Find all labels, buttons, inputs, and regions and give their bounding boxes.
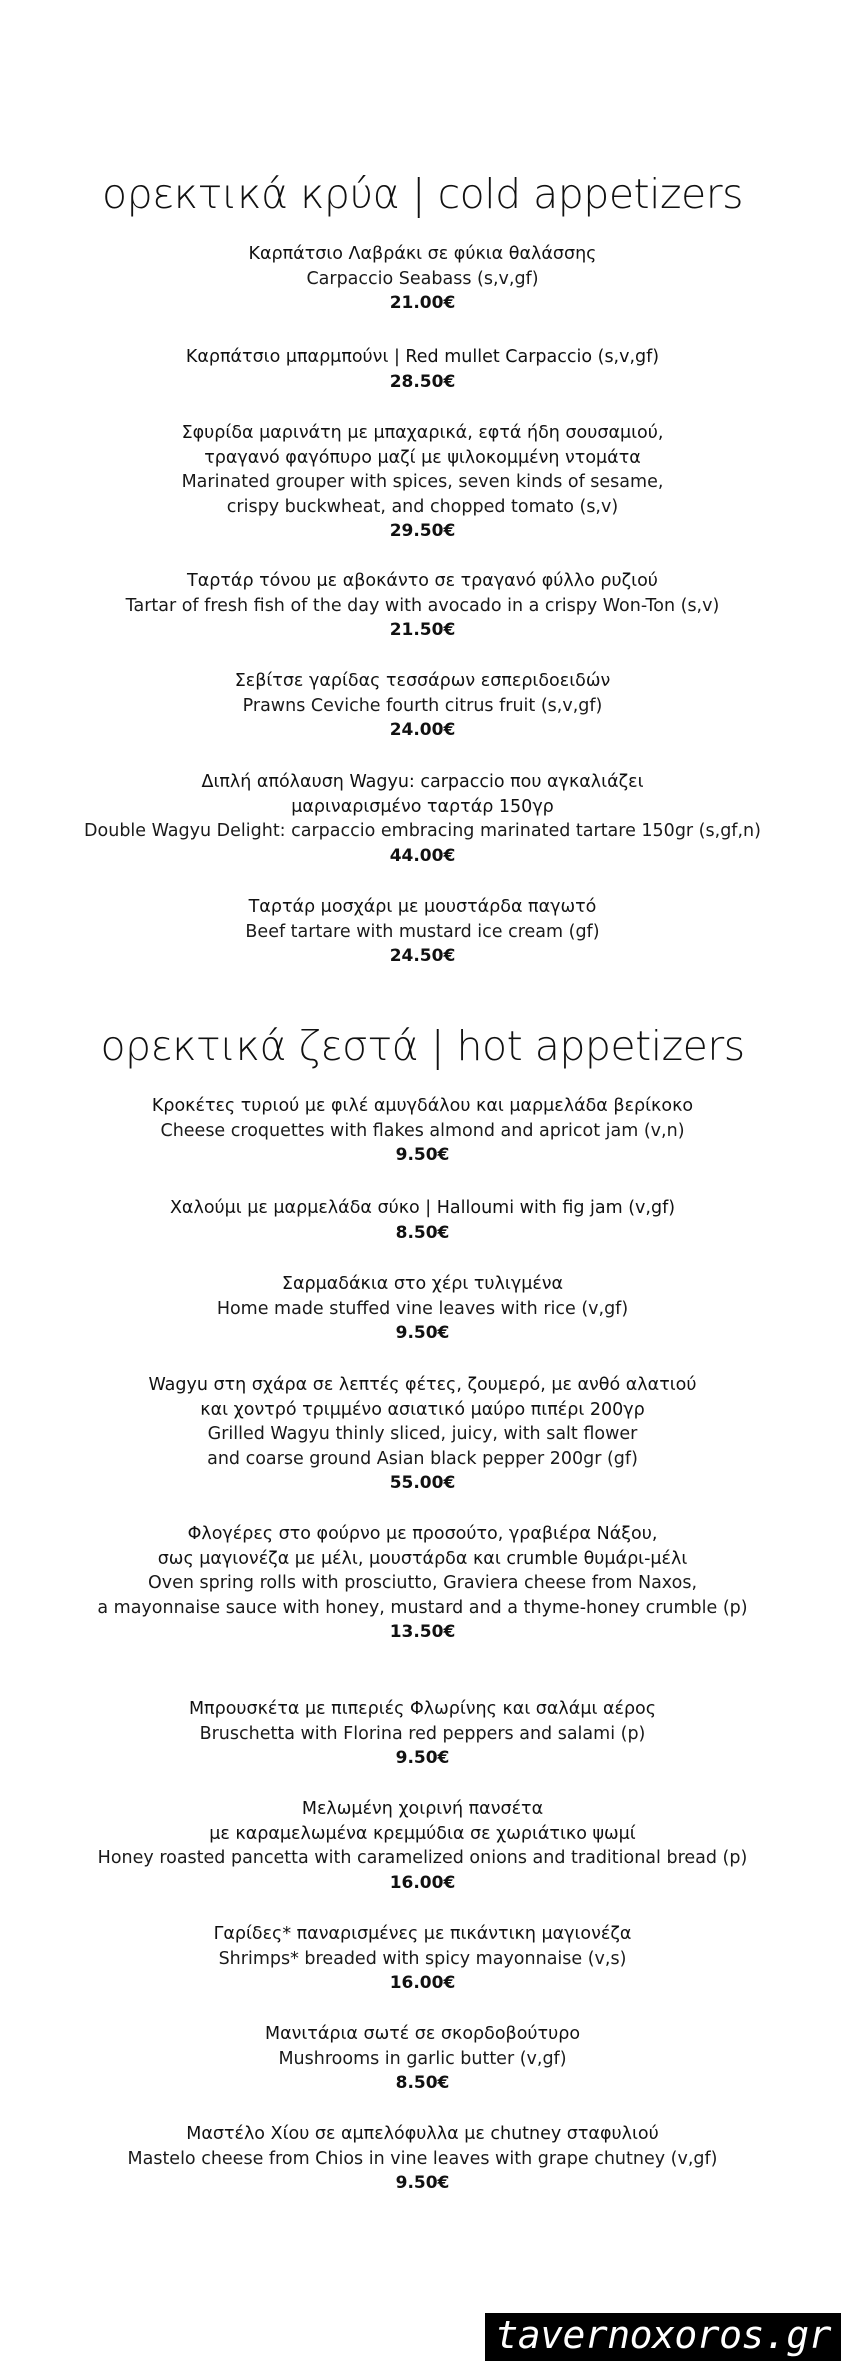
item-name-greek: Σφυρίδα μαρινάτη με μπαχαρικά, εφτά ήδη σουσαμιού, — [181, 423, 664, 443]
item-name-greek: Ταρτάρ τόνου με αβοκάντο σε τραγανό φύλλο ρυζιού — [187, 571, 658, 591]
menu-item — [0, 1922, 845, 1996]
menu-item — [0, 1797, 845, 1895]
item-name-greek: σως μαγιονέζα με μέλι, μουστάρδα και crumble θυμάρι-μέλι — [157, 1548, 688, 1569]
item-name-greek: Διπλή απόλαυση Wagyu: carpaccio που αγκαλιάζει — [201, 772, 644, 792]
item-name: Καρπάτσιο μπαρμπούνι | Red mullet Carpaccio (s,v,gf) — [185, 347, 660, 367]
item-name-greek: τραγανό φαγόπυρο μαζί με ψιλοκομμένη ντομάτα — [204, 447, 641, 468]
menu-item — [0, 242, 845, 316]
item-price: 16.00€ — [389, 1872, 456, 1893]
item-price: 9.50€ — [395, 1748, 450, 1768]
item-name: Χαλούμι με μαρμελάδα σύκο | Halloumi with fig jam (v,gf) — [169, 1198, 676, 1218]
item-name-greek: Σεβίτσε γαρίδας τεσσάρων εσπεριδοειδών — [234, 671, 611, 691]
item-name-english: Honey roasted pancetta with caramelized onions and traditional bread (p) — [97, 1848, 748, 1868]
hot-appetizers-title: ορεκτικά ζεστά | hot appetizers — [100, 1022, 745, 1070]
item-price: 29.50€ — [389, 521, 456, 541]
item-name-english: Beef tartare with mustard ice cream (gf) — [245, 921, 600, 942]
menu-item — [0, 345, 845, 394]
item-price: 21.00€ — [389, 293, 456, 313]
item-price: 9.50€ — [395, 1323, 450, 1343]
item-price: 9.50€ — [395, 1145, 450, 1165]
item-name-greek: και χοντρό τριμμένο ασιατικό μαύρο πιπέρι 200γρ — [200, 1399, 645, 1420]
item-name-english: Prawns Ceviche fourth citrus fruit (s,v,gf) — [242, 695, 603, 716]
item-price: 9.50€ — [395, 2173, 450, 2193]
item-name-english: crispy buckwheat, and chopped tomato (s,v) — [226, 496, 619, 517]
item-name-greek: Μπρουσκέτα με πιπεριές Φλωρίνης και σαλάμι αέρος — [188, 1699, 657, 1719]
site-watermark: tavernoxoros.gr — [485, 2313, 841, 2361]
item-name-english: Double Wagyu Delight: carpaccio embracing marinated tartare 150gr (s,gf,n) — [84, 821, 761, 841]
menu-item — [0, 895, 845, 969]
item-name-english: Carpaccio Seabass (s,v,gf) — [306, 268, 539, 289]
item-name-greek: με καραμελωμένα κρεμμύδια σε χωριάτικο ψωμί — [209, 1823, 636, 1844]
menu-item — [0, 1522, 845, 1645]
item-price: 21.50€ — [389, 620, 456, 640]
item-name-greek: Σαρμαδάκια στο χέρι τυλιγμένα — [281, 1274, 564, 1294]
menu-item — [0, 770, 845, 868]
item-price: 24.00€ — [389, 720, 456, 740]
item-name-english: Marinated grouper with spices, seven kinds of sesame, — [181, 472, 664, 492]
menu-item — [0, 569, 845, 643]
item-name-greek: Γαρίδες* παναρισμένες με πικάντικη μαγιονέζα — [213, 1924, 632, 1944]
item-price: 8.50€ — [395, 2073, 450, 2093]
item-name-greek: Wagyu στη σχάρα σε λεπτές φέτες, ζουμερό, με ανθό αλατιού — [148, 1375, 697, 1395]
cold-appetizers-title: ορεκτικά κρύα | cold appetizers — [102, 170, 743, 218]
menu-item — [0, 1373, 845, 1496]
item-name-greek: Μαστέλο Χίου σε αμπελόφυλλα με chutney σταφυλιού — [186, 2124, 659, 2144]
item-price: 44.00€ — [389, 845, 456, 866]
item-name-english: Cheese croquettes with flakes almond and apricot jam (v,n) — [160, 1120, 685, 1141]
item-name-greek: Μελωμένη χοιρινή πανσέτα — [301, 1799, 544, 1819]
item-name-english: Mushrooms in garlic butter (v,gf) — [278, 2048, 567, 2069]
menu-item — [0, 1094, 845, 1168]
item-name-english: Home made stuffed vine leaves with rice (v,gf) — [216, 1298, 629, 1319]
menu-item — [0, 421, 845, 544]
item-name-greek: Κροκέτες τυριού με φιλέ αμυγδάλου και μαρμελάδα βερίκοκο — [151, 1096, 694, 1116]
item-price: 55.00€ — [389, 1473, 456, 1493]
item-name-english: Tartar of fresh fish of the day with avocado in a crispy Won-Ton (s,v) — [125, 595, 720, 616]
item-name-english: Shrimps* breaded with spicy mayonnaise (v,s) — [218, 1948, 627, 1969]
item-name-greek: Καρπάτσιο Λαβράκι σε φύκια θαλάσσης — [248, 244, 597, 264]
menu-item — [0, 1196, 845, 1245]
item-price: 16.00€ — [389, 1973, 456, 1993]
item-name-english: Grilled Wagyu thinly sliced, juicy, with salt flower — [207, 1424, 638, 1444]
item-name-english: Mastelo cheese from Chios in vine leaves with grape chutney (v,gf) — [127, 2148, 718, 2169]
item-price: 13.50€ — [389, 1622, 456, 1642]
item-price: 28.50€ — [389, 371, 456, 392]
menu-item — [0, 669, 845, 743]
item-name-english: a mayonnaise sauce with honey, mustard and a thyme-honey crumble (p) — [97, 1597, 748, 1618]
item-name-greek: Μανιτάρια σωτέ σε σκορδοβούτυρο — [264, 2024, 581, 2044]
menu-item — [0, 2022, 845, 2096]
menu-item — [0, 1272, 845, 1346]
item-name-greek: Ταρτάρ μοσχάρι με μουστάρδα παγωτό — [248, 897, 597, 917]
item-name-english: Bruschetta with Florina red peppers and salami (p) — [199, 1723, 646, 1744]
item-name-greek: Φλογέρες στο φούρνο με προσούτο, γραβιέρα Νάξου, — [187, 1524, 658, 1544]
item-name-greek: μαριναρισμένο ταρτάρ 150γρ — [291, 796, 554, 817]
item-price: 8.50€ — [395, 1222, 450, 1243]
menu-item — [0, 2122, 845, 2196]
item-name-english: and coarse ground Asian black pepper 200gr (gf) — [207, 1448, 638, 1469]
item-name-english: Oven spring rolls with prosciutto, Graviera cheese from Naxos, — [147, 1573, 698, 1593]
item-price: 24.50€ — [389, 946, 456, 966]
menu-item — [0, 1697, 845, 1771]
